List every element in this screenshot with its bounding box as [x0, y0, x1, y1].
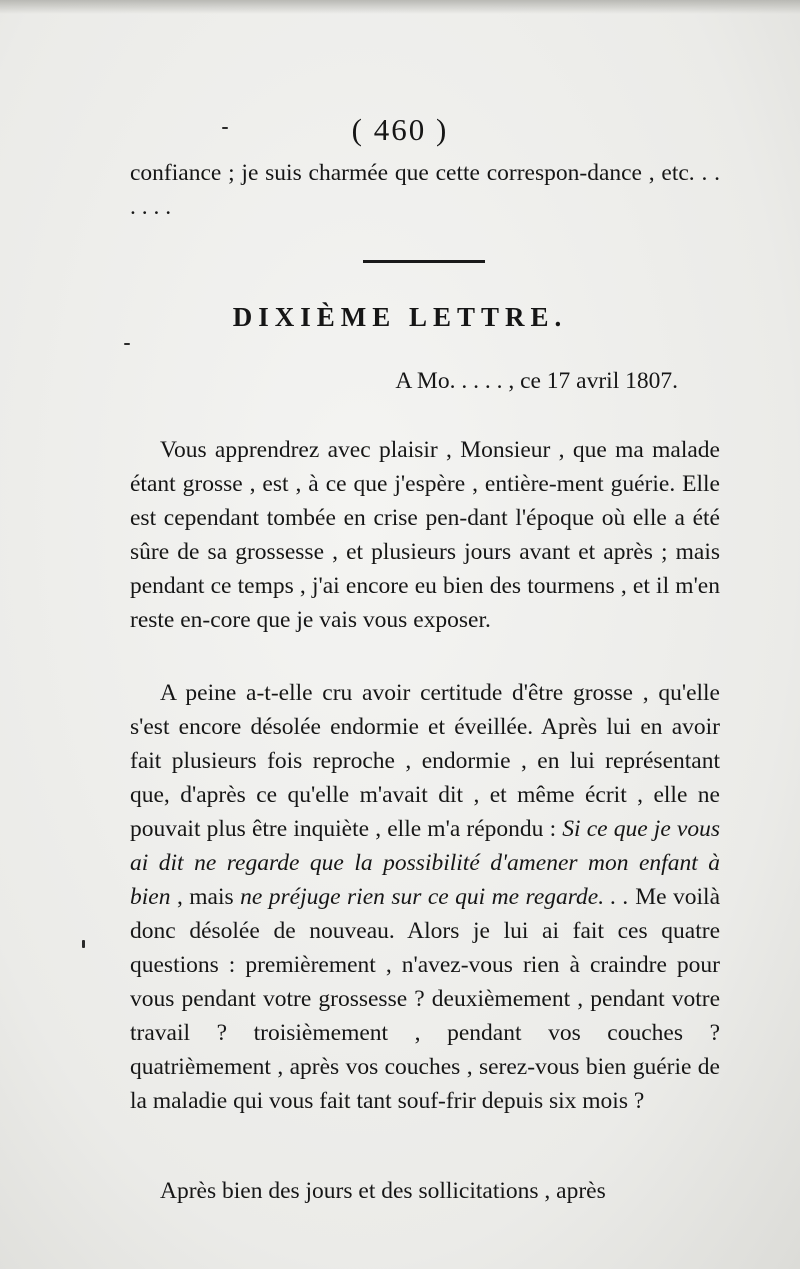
quoted-reply-italic-1: Si ce que je vous ai dit ne regarde que la possibilité d'amener mon enfant à bien [130, 816, 720, 910]
section-divider-rule [363, 260, 485, 263]
letter-paragraph-3-text: Après bien des jours et des sollicitations , après [160, 1178, 606, 1204]
ink-speck [82, 940, 85, 948]
letter-paragraph-1-text: Vous apprendrez avec plaisir , Monsieur , que ma malade étant grosse , est , à ce que j'espère , entière-ment guérie. Elle est cependant tombée en crise pen-dant l'époque où elle a été sûre de sa grossesse , et plusieurs jours avant et après ; mais pendant ce temps , j'ai encore eu bien des tourmens , et il m'en reste en-core que je vais vous exposer. [130, 437, 720, 633]
opening-paragraph-text: confiance ; je suis charmée que cette correspon-dance , etc. . . . . . . [130, 160, 720, 220]
page-number-header: ( 460 ) [351, 112, 449, 147]
letter-paragraph-3 [130, 1174, 720, 1208]
paragraph-2-middle-text: , mais [176, 884, 234, 910]
ink-speck [222, 127, 228, 129]
paragraph-2-lead-text: A peine a-t-elle cru avoir certitude d'être grosse , qu'elle s'est encore désolée endormie et éveillée. Après lui en avoir fait plusieurs fois reproche , endormie , en lui représentant que, d'après ce qu'elle m'avait dit , et même écrit , elle ne pouvait plus être inquiète , elle m'a répondu : [130, 680, 720, 842]
ink-speck [124, 343, 130, 345]
opening-paragraph [130, 156, 720, 224]
letter-heading: DIXIÈME LETTRE. [232, 302, 568, 332]
letter-dateline: A Mo. . . . . , ce 17 avril 1807. [395, 368, 678, 394]
letter-paragraph-2 [130, 676, 720, 1118]
letter-paragraph-1 [130, 433, 720, 637]
page-binding-shadow [0, 0, 800, 14]
quoted-reply-italic-2: ne préjuge rien sur ce qui me regarde. . . [240, 884, 629, 910]
letter-paragraph-2-text [130, 676, 720, 1118]
paragraph-2-tail-text: Me voilà donc désolée de nouveau. Alors je lui ai fait ces quatre questions : premièrement , n'avez-vous rien à craindre pour vous pendant votre grossesse ? deuxièmement , pendant votre travail ? troisièmement , pendant vos couches ? quatrièmement , après vos couches , serez-vous bien guérie de la maladie qui vous fait tant souf-frir depuis six mois ? [130, 884, 721, 1114]
